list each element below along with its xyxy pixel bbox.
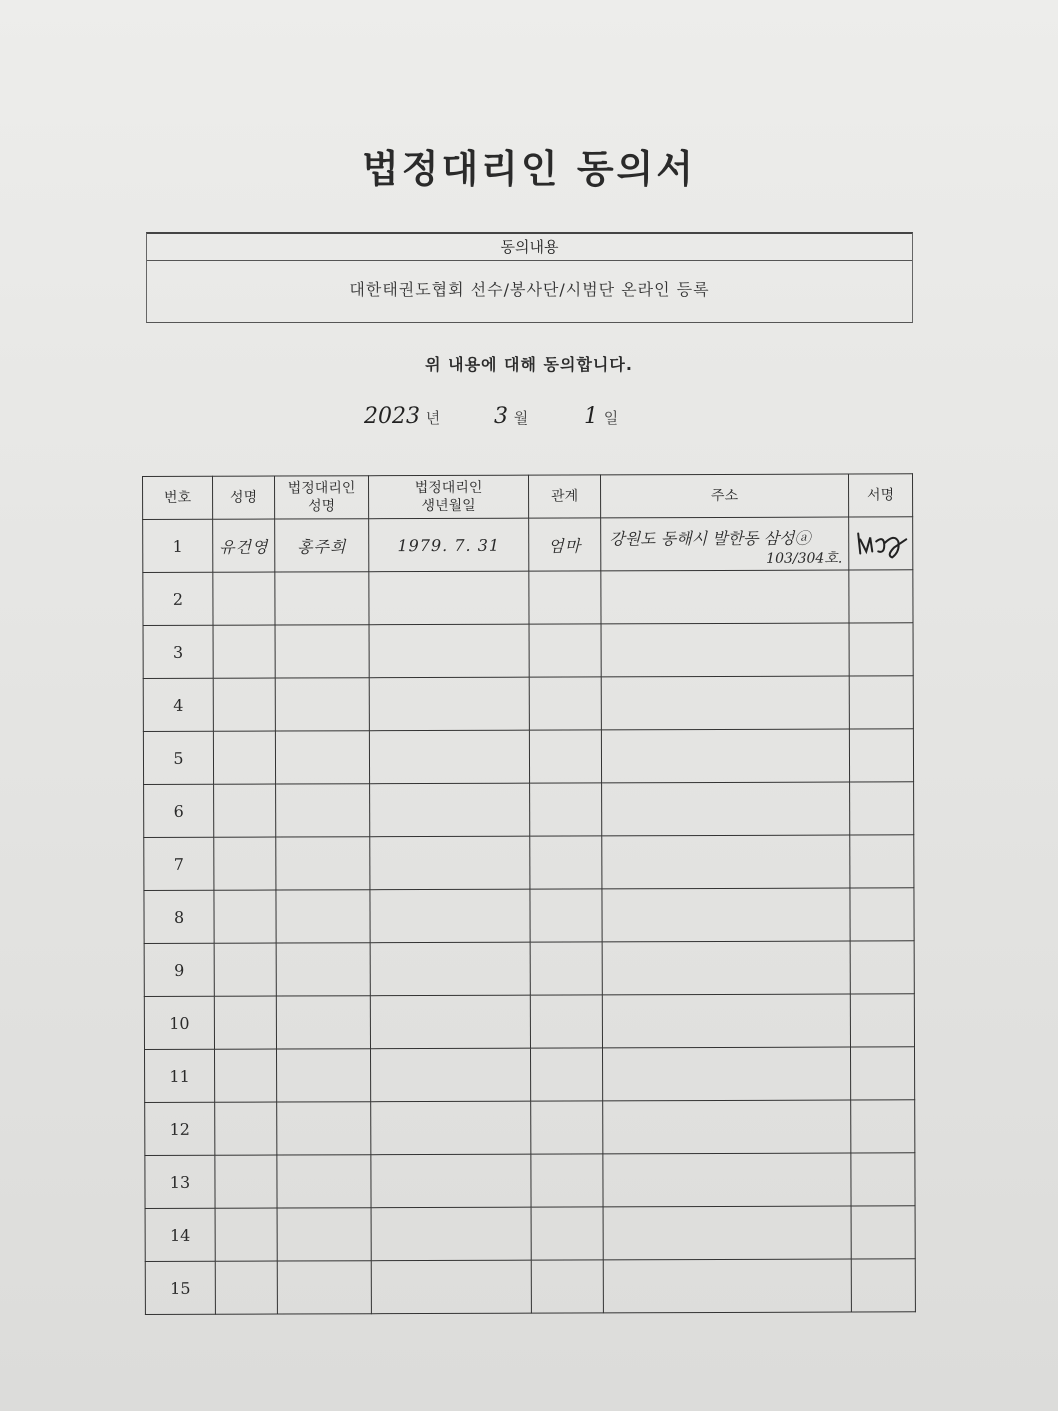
row-number: 4 xyxy=(143,678,213,731)
row-guardian-name[interactable] xyxy=(277,1049,371,1102)
row-guardian-dob[interactable] xyxy=(371,1207,531,1261)
row-name[interactable] xyxy=(214,837,276,890)
table-row xyxy=(144,941,914,997)
date-year-value: 2023 xyxy=(364,404,420,429)
row-relation[interactable] xyxy=(529,624,601,677)
date-year-unit: 년 xyxy=(425,409,441,427)
row-guardian-name[interactable] xyxy=(276,890,370,943)
row-guardian-name[interactable] xyxy=(275,731,369,784)
row-address[interactable] xyxy=(602,994,850,1048)
consent-header: 동의내용 xyxy=(147,234,912,261)
row-relation[interactable] xyxy=(530,889,602,942)
row-number: 15 xyxy=(145,1261,215,1314)
row-address[interactable] xyxy=(603,1153,851,1207)
row-guardian-dob[interactable] xyxy=(371,1154,531,1208)
row-signature[interactable] xyxy=(850,782,914,835)
row-name[interactable] xyxy=(213,731,275,784)
table-row xyxy=(145,1153,915,1209)
row-guardian-name[interactable] xyxy=(276,784,370,837)
row-address[interactable] xyxy=(602,835,850,889)
row-name[interactable] xyxy=(213,678,275,731)
row-relation[interactable] xyxy=(531,1154,603,1207)
consent-box xyxy=(146,232,913,323)
header-guardian-dob-line1: 법정대리인 xyxy=(414,479,483,497)
row-guardian-name: 홍주희 xyxy=(275,519,369,572)
row-name[interactable] xyxy=(214,890,276,943)
row-relation[interactable] xyxy=(530,836,602,889)
row-signature[interactable] xyxy=(850,835,914,888)
row-guardian-name[interactable] xyxy=(275,678,369,731)
date-month-unit: 월 xyxy=(513,409,529,427)
table-row xyxy=(145,1206,915,1262)
table-header-row xyxy=(143,474,913,520)
table-row xyxy=(143,570,913,626)
row-guardian-dob[interactable] xyxy=(370,783,530,837)
row-number: 6 xyxy=(144,784,214,837)
row-name[interactable] xyxy=(215,1261,277,1314)
header-no: 번호 xyxy=(143,476,213,519)
row-number: 2 xyxy=(143,572,213,625)
row-address[interactable] xyxy=(603,1259,851,1313)
row-name[interactable] xyxy=(214,943,276,996)
row-address[interactable] xyxy=(602,782,850,836)
row-name[interactable] xyxy=(213,625,275,678)
row-signature[interactable] xyxy=(849,729,913,782)
row-address[interactable] xyxy=(601,676,849,730)
row-signature[interactable] xyxy=(849,623,913,676)
row-relation[interactable] xyxy=(529,730,601,783)
row-signature[interactable] xyxy=(851,1100,915,1153)
row-number: 7 xyxy=(144,837,214,890)
row-relation[interactable] xyxy=(531,1101,603,1154)
row-guardian-name[interactable] xyxy=(275,625,369,678)
table-row xyxy=(143,676,913,732)
row-address[interactable] xyxy=(602,941,850,995)
row-signature[interactable] xyxy=(850,888,914,941)
row-guardian-dob[interactable] xyxy=(370,889,530,943)
row-signature[interactable] xyxy=(851,1153,915,1206)
guardian-table xyxy=(142,473,916,1315)
row-signature xyxy=(849,517,913,570)
row-number: 8 xyxy=(144,890,214,943)
row-guardian-dob[interactable] xyxy=(371,1260,531,1314)
row-name: 유건영 xyxy=(213,519,275,572)
header-guardian-dob xyxy=(369,475,529,519)
date-day-value: 1 xyxy=(584,404,598,429)
row-relation[interactable] xyxy=(530,783,602,836)
table-row xyxy=(144,994,914,1050)
date-year xyxy=(364,404,440,429)
row-address[interactable] xyxy=(603,1100,851,1154)
date-day xyxy=(584,404,618,429)
table-row xyxy=(144,835,914,891)
row-relation[interactable] xyxy=(529,677,601,730)
table-row xyxy=(143,729,913,785)
header-signature: 서명 xyxy=(848,474,912,517)
row-signature[interactable] xyxy=(851,1206,915,1259)
row-guardian-name[interactable] xyxy=(275,572,369,625)
handwritten-signature xyxy=(854,527,908,559)
row-guardian-dob[interactable] xyxy=(369,571,529,625)
row-number: 13 xyxy=(145,1155,215,1208)
row-address[interactable] xyxy=(602,1047,850,1101)
header-guardian-name-line2: 성명 xyxy=(308,498,336,515)
row-guardian-name[interactable] xyxy=(276,943,370,996)
table-row xyxy=(144,782,914,838)
row-guardian-name[interactable] xyxy=(276,837,370,890)
table-row xyxy=(145,1047,915,1103)
row-signature[interactable] xyxy=(849,570,913,623)
row-name[interactable] xyxy=(215,1155,277,1208)
row-number: 1 xyxy=(143,519,213,572)
header-address: 주소 xyxy=(600,474,848,518)
row-guardian-dob[interactable] xyxy=(370,995,530,1049)
row-name[interactable] xyxy=(215,1102,277,1155)
row-guardian-dob[interactable] xyxy=(369,730,529,784)
table-row xyxy=(145,1259,915,1315)
row-address xyxy=(601,517,849,571)
agree-sentence: 위 내용에 대해 동의합니다. xyxy=(425,355,633,374)
row-guardian-name[interactable] xyxy=(277,1155,371,1208)
row-signature[interactable] xyxy=(851,1259,915,1312)
header-name: 성명 xyxy=(213,476,275,519)
row-name[interactable] xyxy=(213,572,275,625)
row-number: 10 xyxy=(144,996,214,1049)
row-address[interactable] xyxy=(601,729,849,783)
row-address-line2: 103/304호. xyxy=(766,550,843,567)
row-name[interactable] xyxy=(214,784,276,837)
date-month-value: 3 xyxy=(494,404,508,429)
row-guardian-dob[interactable] xyxy=(369,624,529,678)
header-guardian-dob-line2: 생년월일 xyxy=(421,497,476,515)
row-relation[interactable] xyxy=(531,1260,603,1313)
row-signature[interactable] xyxy=(850,994,914,1047)
row-address[interactable] xyxy=(603,1206,851,1260)
table-row xyxy=(145,1100,915,1156)
row-guardian-name[interactable] xyxy=(277,1208,371,1261)
row-name[interactable] xyxy=(215,1208,277,1261)
row-guardian-dob[interactable] xyxy=(370,942,530,996)
row-relation[interactable] xyxy=(529,571,601,624)
row-relation[interactable] xyxy=(530,995,602,1048)
row-guardian-dob[interactable] xyxy=(370,836,530,890)
row-number: 3 xyxy=(143,625,213,678)
row-signature[interactable] xyxy=(849,676,913,729)
consent-text: 대한태권도협회 선수/봉사단/시범단 온라인 등록 xyxy=(349,280,710,299)
row-signature[interactable] xyxy=(850,1047,914,1100)
row-guardian-name[interactable] xyxy=(277,1102,371,1155)
row-number: 5 xyxy=(143,731,213,784)
row-guardian-name[interactable] xyxy=(276,996,370,1049)
row-guardian-dob[interactable] xyxy=(371,1048,531,1102)
row-number: 11 xyxy=(145,1049,215,1102)
header-relation: 관계 xyxy=(528,475,600,518)
table-row xyxy=(143,517,913,573)
row-guardian-name[interactable] xyxy=(277,1261,371,1314)
row-number: 14 xyxy=(145,1208,215,1261)
row-relation[interactable] xyxy=(530,942,602,995)
row-guardian-dob[interactable] xyxy=(371,1101,531,1155)
row-name[interactable] xyxy=(215,1049,277,1102)
row-address[interactable] xyxy=(601,570,849,624)
table-row xyxy=(144,888,914,944)
date-day-unit: 일 xyxy=(603,409,619,427)
row-number: 12 xyxy=(145,1102,215,1155)
date-month xyxy=(494,404,528,429)
row-name[interactable] xyxy=(214,996,276,1049)
row-relation: 엄마 xyxy=(529,518,601,571)
row-signature[interactable] xyxy=(850,941,914,994)
row-address-line1: 강원도 동해시 발한동 삼성ⓐ xyxy=(609,528,811,549)
header-guardian-name xyxy=(275,476,369,519)
row-address[interactable] xyxy=(602,888,850,942)
row-guardian-dob[interactable] xyxy=(369,677,529,731)
document-title: 법정대리인 동의서 xyxy=(362,147,696,191)
row-number: 9 xyxy=(144,943,214,996)
row-guardian-dob: 1979. 7. 31 xyxy=(369,518,529,572)
table-row xyxy=(143,623,913,679)
row-relation[interactable] xyxy=(530,1048,602,1101)
header-guardian-name-line1: 법정대리인 xyxy=(287,480,356,497)
row-address[interactable] xyxy=(601,623,849,677)
row-relation[interactable] xyxy=(531,1207,603,1260)
